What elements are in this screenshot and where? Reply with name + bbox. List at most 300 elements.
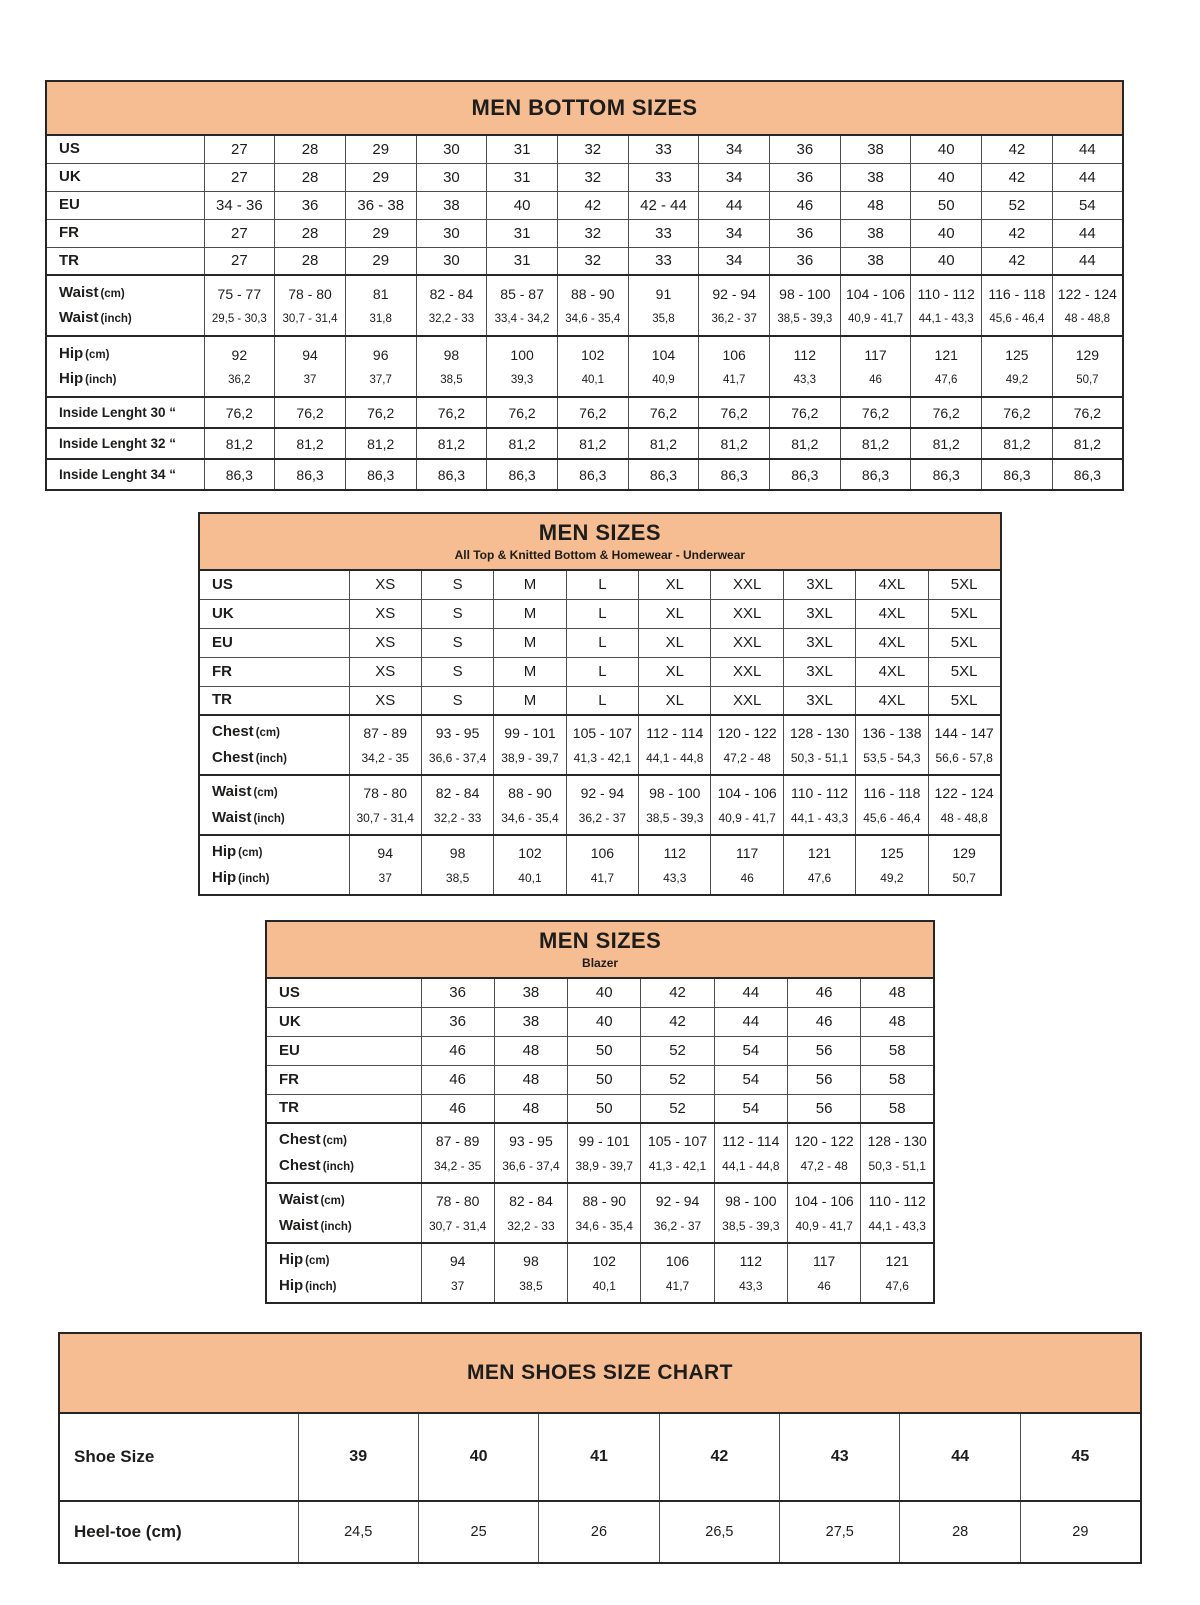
size-value-cell: L xyxy=(566,570,638,599)
length-value-cell: 81,2 xyxy=(628,428,699,459)
length-value-cell: 81,2 xyxy=(345,428,416,459)
size-value-cell: 3XL xyxy=(783,570,855,599)
measure-value-cell xyxy=(840,336,911,397)
cm-value: 128 - 130 xyxy=(789,725,850,742)
shoe-value-cell: 26 xyxy=(539,1501,659,1563)
inch-value: 44,1 - 43,3 xyxy=(918,312,974,325)
measure-value-group xyxy=(982,276,1052,335)
measure-label-group xyxy=(59,276,204,335)
length-value-cell: 81,2 xyxy=(416,428,487,459)
measure-label-line xyxy=(212,723,280,741)
size-value-cell: 48 xyxy=(494,1036,567,1065)
measure-label: Waist xyxy=(279,1216,319,1234)
measure-value-cell xyxy=(699,336,770,397)
measure-value-group xyxy=(494,716,565,774)
row-label-cell xyxy=(199,835,349,895)
measure-value-group xyxy=(567,836,638,894)
size-value-cell: XS xyxy=(349,570,421,599)
measure-value-group xyxy=(861,1184,933,1242)
measure-value-cell xyxy=(204,336,275,397)
inch-value: 31,8 xyxy=(369,312,392,325)
measure-value-cell xyxy=(416,275,487,336)
size-value-cell: 42 xyxy=(982,163,1053,191)
inch-value: 50,7 xyxy=(1076,373,1099,386)
size-value-cell: 28 xyxy=(275,163,346,191)
inch-value: 41,3 - 42,1 xyxy=(648,1158,707,1173)
size-value-cell: 36 xyxy=(770,135,841,163)
measure-value-group xyxy=(495,1184,567,1242)
row-label: FR xyxy=(279,1070,299,1088)
cm-value: 98 xyxy=(523,1253,539,1270)
size-value-cell: 42 xyxy=(982,219,1053,247)
shoe-value-cell: 25 xyxy=(418,1501,538,1563)
measure-unit: (inch) xyxy=(322,1160,354,1173)
measure-value-group xyxy=(770,337,840,396)
measure-value-group xyxy=(699,337,769,396)
size-row xyxy=(46,247,1123,275)
size-value-cell: M xyxy=(494,628,566,657)
measure-value-group xyxy=(784,716,855,774)
length-value-cell: 76,2 xyxy=(275,397,346,428)
cm-value: 116 - 118 xyxy=(863,785,921,802)
size-value-cell: 5XL xyxy=(928,657,1001,686)
size-value-cell: 27 xyxy=(204,247,275,275)
size-value-cell: L xyxy=(566,686,638,715)
cm-value: 110 - 112 xyxy=(790,785,849,802)
measure-value-cell xyxy=(568,1183,641,1243)
table-header-row xyxy=(199,513,1001,570)
size-value-cell: 38 xyxy=(840,219,911,247)
size-value-cell: 31 xyxy=(487,247,558,275)
cm-value: 122 - 124 xyxy=(1057,286,1117,303)
measure-value-group xyxy=(911,276,981,335)
size-value-cell: 3XL xyxy=(783,657,855,686)
table-title-band xyxy=(46,81,1123,135)
measure-value-cell xyxy=(557,336,628,397)
measure-value-group xyxy=(346,276,416,335)
size-row xyxy=(199,628,1001,657)
length-value-cell: 76,2 xyxy=(840,397,911,428)
cm-value: 78 - 80 xyxy=(363,785,407,802)
row-label: TR xyxy=(279,1099,299,1117)
length-value-cell: 81,2 xyxy=(982,428,1053,459)
size-value-cell: 58 xyxy=(861,1036,934,1065)
measure-row xyxy=(199,715,1001,775)
measure-row xyxy=(46,336,1123,397)
size-value-cell: L xyxy=(566,657,638,686)
size-row xyxy=(46,191,1123,219)
length-value-cell: 76,2 xyxy=(416,397,487,428)
cm-value: 104 - 106 xyxy=(794,1193,854,1210)
size-value-cell: 40 xyxy=(911,135,982,163)
inch-value: 36,6 - 37,4 xyxy=(502,1158,560,1173)
size-value-cell: 48 xyxy=(494,1094,567,1123)
inch-value: 40,1 xyxy=(581,373,604,386)
size-value-cell: 38 xyxy=(416,191,487,219)
measure-value-cell xyxy=(421,835,493,895)
length-value-cell: 81,2 xyxy=(911,428,982,459)
measure-value-group xyxy=(422,1184,494,1242)
cm-value: 96 xyxy=(372,347,389,364)
cm-value: 112 xyxy=(793,347,816,364)
inch-value: 34,2 - 35 xyxy=(361,750,409,765)
measure-value-cell xyxy=(787,1183,860,1243)
size-value-cell: 30 xyxy=(416,135,487,163)
measure-value-group xyxy=(861,1124,933,1182)
size-value-cell: 32 xyxy=(557,135,628,163)
size-value-cell: 42 xyxy=(982,247,1053,275)
measure-value-group xyxy=(205,276,275,335)
measure-value-cell xyxy=(557,275,628,336)
cm-value: 82 - 84 xyxy=(509,1193,553,1210)
length-value-cell: 86,3 xyxy=(628,459,699,490)
size-value-cell: 38 xyxy=(840,247,911,275)
measure-label-line xyxy=(212,749,287,767)
length-value-cell: 86,3 xyxy=(699,459,770,490)
inch-value: 38,5 - 39,3 xyxy=(722,1218,780,1233)
shoe-value-cell: 42 xyxy=(659,1413,779,1501)
measure-value-group xyxy=(856,776,927,834)
size-value-cell: 48 xyxy=(840,191,911,219)
size-value-cell: XS xyxy=(349,686,421,715)
size-value-cell: 40 xyxy=(487,191,558,219)
measure-value-cell xyxy=(421,775,493,835)
measure-value-group xyxy=(711,776,782,834)
inch-value: 56,6 - 57,8 xyxy=(935,750,993,765)
inch-value: 47,6 xyxy=(807,870,832,885)
row-label-cell xyxy=(59,1413,298,1501)
row-label: Heel-toe (cm) xyxy=(74,1522,182,1541)
size-value-cell: 4XL xyxy=(856,599,928,628)
inch-value: 53,5 - 54,3 xyxy=(863,750,921,765)
inch-value: 43,3 xyxy=(793,373,817,386)
table-title-band xyxy=(266,921,934,978)
cm-value: 102 xyxy=(581,347,605,364)
inch-value: 36,2 - 37 xyxy=(578,810,627,825)
measure-label-group xyxy=(279,1184,421,1242)
row-label-cell xyxy=(46,336,204,397)
length-value-cell: 76,2 xyxy=(487,397,558,428)
size-value-cell: XXL xyxy=(711,686,783,715)
size-value-cell: 46 xyxy=(421,1094,494,1123)
size-row xyxy=(46,135,1123,163)
shoe-value-cell: 39 xyxy=(298,1413,418,1501)
cm-value: 99 - 101 xyxy=(504,725,556,742)
size-value-cell: 40 xyxy=(568,1007,641,1036)
length-value-cell: 86,3 xyxy=(770,459,841,490)
inside-length-row xyxy=(46,459,1123,490)
length-value-cell: 76,2 xyxy=(770,397,841,428)
measure-label-line xyxy=(59,309,132,327)
measure-unit: (cm) xyxy=(305,1255,330,1268)
size-value-cell: 52 xyxy=(641,1036,714,1065)
measure-value-cell xyxy=(421,1183,494,1243)
measure-label-group xyxy=(212,716,349,774)
size-value-cell: 44 xyxy=(1052,163,1123,191)
measure-value-cell xyxy=(911,275,982,336)
cm-value: 128 - 130 xyxy=(867,1133,927,1150)
size-value-cell: 52 xyxy=(982,191,1053,219)
length-value-cell: 81,2 xyxy=(204,428,275,459)
row-label-cell xyxy=(46,397,204,428)
size-value-cell: 48 xyxy=(861,1007,934,1036)
cm-value: 104 - 106 xyxy=(845,286,906,303)
size-value-cell: 30 xyxy=(416,247,487,275)
measure-value-group xyxy=(350,716,421,774)
table-subtitle: Blazer xyxy=(582,955,619,970)
shoe-value-cell: 29 xyxy=(1020,1501,1141,1563)
size-value-cell: 4XL xyxy=(856,657,928,686)
size-value-cell: 32 xyxy=(557,247,628,275)
measure-value-group xyxy=(495,1124,567,1182)
size-value-cell: 50 xyxy=(911,191,982,219)
size-value-cell: XS xyxy=(349,657,421,686)
cm-value: 121 xyxy=(807,845,832,862)
measure-value-group xyxy=(982,337,1052,396)
size-value-cell: 34 xyxy=(699,247,770,275)
size-value-cell: 56 xyxy=(787,1094,860,1123)
measure-value-cell xyxy=(487,275,558,336)
size-value-cell: 5XL xyxy=(928,686,1001,715)
measure-row xyxy=(199,835,1001,895)
table-title: MEN SHOES SIZE CHART xyxy=(466,1361,733,1385)
inch-value: 36,2 - 37 xyxy=(711,312,757,325)
size-value-cell: S xyxy=(421,686,493,715)
cm-value: 102 xyxy=(592,1253,616,1270)
size-value-cell: XL xyxy=(639,628,711,657)
cm-value: 92 - 94 xyxy=(712,286,756,303)
measure-value-cell xyxy=(204,275,275,336)
measure-value-cell xyxy=(856,775,928,835)
measure-value-cell xyxy=(714,1123,787,1183)
inch-value: 34,6 - 35,4 xyxy=(501,810,559,825)
shoe-value-cell: 41 xyxy=(539,1413,659,1501)
cm-value: 129 xyxy=(1075,347,1100,364)
inch-value: 38,5 - 39,3 xyxy=(646,810,704,825)
size-value-cell: 44 xyxy=(714,978,787,1007)
size-value-cell: 29 xyxy=(345,135,416,163)
measure-value-cell xyxy=(856,835,928,895)
measure-value-group xyxy=(422,716,493,774)
row-label-cell xyxy=(199,775,349,835)
cm-value: 136 - 138 xyxy=(862,725,922,742)
measure-value-group xyxy=(487,276,557,335)
inside-length-row xyxy=(46,397,1123,428)
row-label-cell xyxy=(266,978,421,1007)
measure-label-line xyxy=(279,1131,347,1149)
inch-value: 48 - 48,8 xyxy=(940,810,988,825)
cm-value: 116 - 118 xyxy=(988,286,1046,303)
size-value-cell: 38 xyxy=(840,163,911,191)
size-value-cell: 38 xyxy=(494,978,567,1007)
size-value-cell: 27 xyxy=(204,163,275,191)
measure-label: Chest xyxy=(279,1131,321,1149)
measure-value-group xyxy=(422,1124,494,1182)
measure-value-cell xyxy=(566,835,638,895)
size-value-cell: 36 xyxy=(770,219,841,247)
inch-value: 44,1 - 44,8 xyxy=(722,1158,780,1173)
inch-value: 45,6 - 46,4 xyxy=(989,312,1045,325)
inch-value: 40,1 xyxy=(592,1278,616,1293)
measure-value-cell xyxy=(639,775,711,835)
inch-value: 32,2 - 33 xyxy=(428,312,475,325)
measure-value-cell xyxy=(928,715,1001,775)
measure-unit: (inch) xyxy=(253,812,285,825)
size-value-cell: 36 xyxy=(770,163,841,191)
length-value-cell: 86,3 xyxy=(1052,459,1123,490)
measure-value-cell xyxy=(711,835,783,895)
inch-value: 30,7 - 31,4 xyxy=(356,810,414,825)
inch-value: 37 xyxy=(378,870,392,885)
cm-value: 92 - 94 xyxy=(655,1193,700,1210)
size-value-cell: 31 xyxy=(487,135,558,163)
measure-value-group xyxy=(494,836,565,894)
shoe-value-cell: 40 xyxy=(418,1413,538,1501)
measure-value-cell xyxy=(911,336,982,397)
length-value-cell: 86,3 xyxy=(416,459,487,490)
size-value-cell: XXL xyxy=(711,570,783,599)
measure-value-group xyxy=(350,836,421,894)
measure-row xyxy=(199,775,1001,835)
length-value-cell: 86,3 xyxy=(982,459,1053,490)
measure-value-group xyxy=(422,1244,494,1302)
size-value-cell: 34 xyxy=(699,219,770,247)
measure-value-cell xyxy=(494,775,566,835)
measure-value-group xyxy=(641,1244,713,1302)
measure-value-group xyxy=(629,276,699,335)
table-title-band xyxy=(59,1333,1141,1413)
cm-value: 104 - 106 xyxy=(717,785,777,802)
measure-value-cell xyxy=(770,336,841,397)
size-value-cell: 52 xyxy=(641,1094,714,1123)
measure-value-cell xyxy=(568,1123,641,1183)
size-value-cell: 33 xyxy=(628,219,699,247)
measure-value-group xyxy=(929,836,1000,894)
inch-value: 50,3 - 51,1 xyxy=(868,1158,926,1173)
inside-length-row xyxy=(46,428,1123,459)
cm-value: 87 - 89 xyxy=(363,725,407,742)
measure-label-line xyxy=(279,1157,354,1175)
measure-value-cell xyxy=(787,1123,860,1183)
row-label-cell xyxy=(266,1036,421,1065)
cm-value: 98 xyxy=(449,845,466,862)
inch-value: 30,7 - 31,4 xyxy=(428,1218,487,1233)
size-value-cell: 36 xyxy=(770,247,841,275)
measure-value-group xyxy=(639,716,710,774)
measure-value-cell xyxy=(566,775,638,835)
measure-value-group xyxy=(639,776,710,834)
length-value-cell: 76,2 xyxy=(982,397,1053,428)
size-value-cell: 40 xyxy=(911,163,982,191)
measure-row xyxy=(266,1243,934,1303)
inch-value: 34,2 - 35 xyxy=(433,1158,482,1173)
inch-value: 38,5 xyxy=(519,1278,543,1293)
length-value-cell: 86,3 xyxy=(487,459,558,490)
size-value-cell: XL xyxy=(639,686,711,715)
measure-label: Hip xyxy=(279,1251,304,1269)
size-value-cell: 38 xyxy=(840,135,911,163)
cm-value: 125 xyxy=(1005,347,1029,364)
size-value-cell: 34 xyxy=(699,135,770,163)
length-value-cell: 86,3 xyxy=(204,459,275,490)
measure-label-line xyxy=(279,1277,336,1295)
measure-value-cell xyxy=(861,1243,934,1303)
measure-value-cell xyxy=(928,775,1001,835)
measure-value-cell xyxy=(783,775,855,835)
measure-label: Hip xyxy=(212,843,237,861)
measure-unit: (cm) xyxy=(320,1195,345,1208)
row-label: FR xyxy=(59,224,79,241)
cm-value: 94 xyxy=(449,1253,466,1270)
cm-value: 112 - 114 xyxy=(722,1133,780,1150)
size-value-cell: 29 xyxy=(345,219,416,247)
size-value-cell: XS xyxy=(349,599,421,628)
inch-value: 33,4 - 34,2 xyxy=(494,312,550,325)
inch-value: 43,3 xyxy=(663,870,687,885)
row-label-cell xyxy=(266,1183,421,1243)
cm-value: 122 - 124 xyxy=(934,785,994,802)
size-value-cell: 54 xyxy=(714,1036,787,1065)
inch-value: 41,7 xyxy=(722,373,746,386)
size-value-cell: 54 xyxy=(714,1065,787,1094)
measure-label-line xyxy=(279,1191,345,1209)
length-value-cell: 86,3 xyxy=(557,459,628,490)
measure-label-line xyxy=(212,843,262,861)
size-value-cell: 48 xyxy=(861,978,934,1007)
row-label-cell xyxy=(46,219,204,247)
measure-value-group xyxy=(629,337,699,396)
measure-value-cell xyxy=(494,1183,567,1243)
measure-value-cell xyxy=(416,336,487,397)
measure-value-cell xyxy=(494,1123,567,1183)
cm-value: 100 xyxy=(510,347,534,364)
measure-value-cell xyxy=(861,1183,934,1243)
inch-value: 29,5 - 30,3 xyxy=(211,312,267,325)
measure-value-cell xyxy=(639,835,711,895)
measure-label: Hip xyxy=(212,868,237,886)
men-shoes-size-table xyxy=(58,1332,1142,1564)
size-value-cell: 33 xyxy=(628,247,699,275)
measure-label: Hip xyxy=(59,370,84,388)
table-title: MEN BOTTOM SIZES xyxy=(471,94,698,120)
row-label-cell xyxy=(266,1065,421,1094)
row-label-cell xyxy=(266,1007,421,1036)
row-label: Inside Lenght 34 “ xyxy=(59,466,177,482)
size-value-cell: 32 xyxy=(557,219,628,247)
measure-value-cell xyxy=(494,835,566,895)
size-value-cell: XXL xyxy=(711,657,783,686)
measure-value-group xyxy=(929,776,1000,834)
row-label: US xyxy=(212,575,233,593)
length-value-cell: 86,3 xyxy=(345,459,416,490)
length-value-cell: 81,2 xyxy=(557,428,628,459)
size-value-cell: 42 - 44 xyxy=(628,191,699,219)
inch-value: 40,1 xyxy=(518,870,542,885)
measure-value-cell xyxy=(856,715,928,775)
measure-value-cell xyxy=(421,1243,494,1303)
inch-value: 37 xyxy=(303,373,317,386)
length-value-cell: 81,2 xyxy=(840,428,911,459)
size-value-cell: 29 xyxy=(345,247,416,275)
size-row xyxy=(266,1065,934,1094)
size-value-cell: 48 xyxy=(494,1065,567,1094)
cm-value: 92 - 94 xyxy=(580,785,625,802)
row-label-cell xyxy=(46,247,204,275)
row-label: EU xyxy=(212,633,233,651)
cm-value: 106 xyxy=(590,845,615,862)
length-value-cell: 81,2 xyxy=(770,428,841,459)
cm-value: 93 - 95 xyxy=(435,725,480,742)
